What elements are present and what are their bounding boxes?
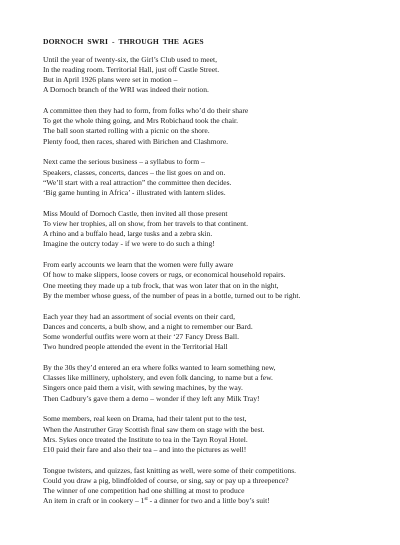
poem-line: “We’ll start with a real attraction” the committee then decides. (43, 177, 232, 187)
poem-line: By the 30s they’d entered an era where folks wanted to learn something new, (43, 362, 276, 372)
poem-line: Of how to make slippers, loose covers or rugs, or economical household repairs. (43, 270, 286, 280)
poem-line: To get the whole thing going, and Mrs Robichaud took the chair. (43, 116, 239, 126)
poem-line: Until the year of twenty-six, the Girl’s Club used to meet, (43, 54, 217, 64)
poem-line: ‘Big game hunting in Africa’ - illustrated with lantern slides. (43, 187, 226, 197)
poem-line: Some members, real keen on Drama, had their talent put to the test, (43, 414, 247, 424)
poem-line: Some wonderful outfits were worn at their ‘27 Fancy Dress Ball. (43, 331, 239, 341)
poem-line: Singers once paid them a visit, with sewing machines, by the way. (43, 383, 243, 393)
poem-line: A Dornoch branch of the WRI was indeed their notion. (43, 85, 209, 95)
poem-line: From early accounts we learn that the women were fully aware (43, 260, 234, 270)
stanza-7 (43, 363, 393, 404)
poem-line: Imagine the outcry today - if we were to do such a thing! (43, 239, 215, 249)
poem-line: One meeting they made up a tub frock, that was won later that on in the night, (43, 280, 279, 290)
poem-line: In the reading room. Territorial Hall, just off Castle Street. (43, 64, 220, 74)
poem-line: Mrs. Sykes once treated the Institute to tea in the Tayn Royal Hotel. (43, 434, 248, 444)
poem-line: Then Cadbury’s gave them a demo – wonder if they left any Milk Tray! (43, 393, 260, 403)
stanza-9 (43, 466, 393, 507)
poem-line: A committee then they had to form, from folks who’d do their share (43, 105, 249, 115)
poem-line: Tongue twisters, and quizzes, fast knitting as well, were some of their competitions. (43, 465, 297, 475)
poem-line: By the member whose guess, of the number of peas in a bottle, turned out to be right. (43, 290, 301, 300)
stanza-5 (43, 260, 393, 301)
poem-line: Classes like millinery, upholstery, and even folk dancing, to name but a few. (43, 373, 273, 383)
stanza-6 (43, 312, 393, 353)
poem-line: When the Anstruther Gray Scottish final saw them on stage with the best. (43, 424, 265, 434)
poem-line-start: An item in craft or in cookery – 1 (43, 496, 145, 506)
poem-line: Two hundred people attended the event in the Territorial Hall (43, 342, 228, 352)
poem-document (43, 37, 393, 517)
poem-line: But in April 1926 plans were set in motion – (43, 74, 178, 84)
poem-line: The ball soon started rolling with a picnic on the shore. (43, 126, 210, 136)
poem-line: A rhino and a buffalo head, large tusks and a zebra skin. (43, 229, 213, 239)
stanza-2 (43, 106, 393, 147)
poem-line: Miss Mould of Dornoch Castle, then invited all those present (43, 208, 228, 218)
poem-line: To view her trophies, all on show, from her travels to that continent. (43, 218, 249, 228)
ordinal-superscript: st (144, 497, 148, 503)
poem-line: Plenty food, then races, shared with Birichen and Clashmore. (43, 136, 229, 146)
stanza-1 (43, 55, 393, 96)
poem-line-with-superscript (43, 496, 393, 506)
poem-line: Dances and concerts, a bulb show, and a night to remember our Bard. (43, 321, 253, 331)
poem-line: Each year they had an assortment of social events on their card, (43, 311, 235, 321)
poem-line: £10 paid their fare and also their tea – and into the pictures as well! (43, 444, 247, 454)
poem-line-end: - a dinner for two and a little boy’s suit! (147, 496, 270, 506)
stanza-8 (43, 414, 393, 455)
document-title: DORNOCH SWRI - THROUGH THE AGES (43, 37, 204, 46)
poem-line: Could you draw a pig, blindfolded of course, or sing, say or pay up a threepence? (43, 475, 289, 485)
stanza-3 (43, 157, 393, 198)
poem-line: Speakers, classes, concerts, dances – the list goes on and on. (43, 167, 226, 177)
poem-line: The winner of one competition had one shilling at most to produce (43, 486, 245, 496)
poem-line: Next came the serious business – a syllabus to form – (43, 157, 205, 167)
stanza-4 (43, 209, 393, 250)
